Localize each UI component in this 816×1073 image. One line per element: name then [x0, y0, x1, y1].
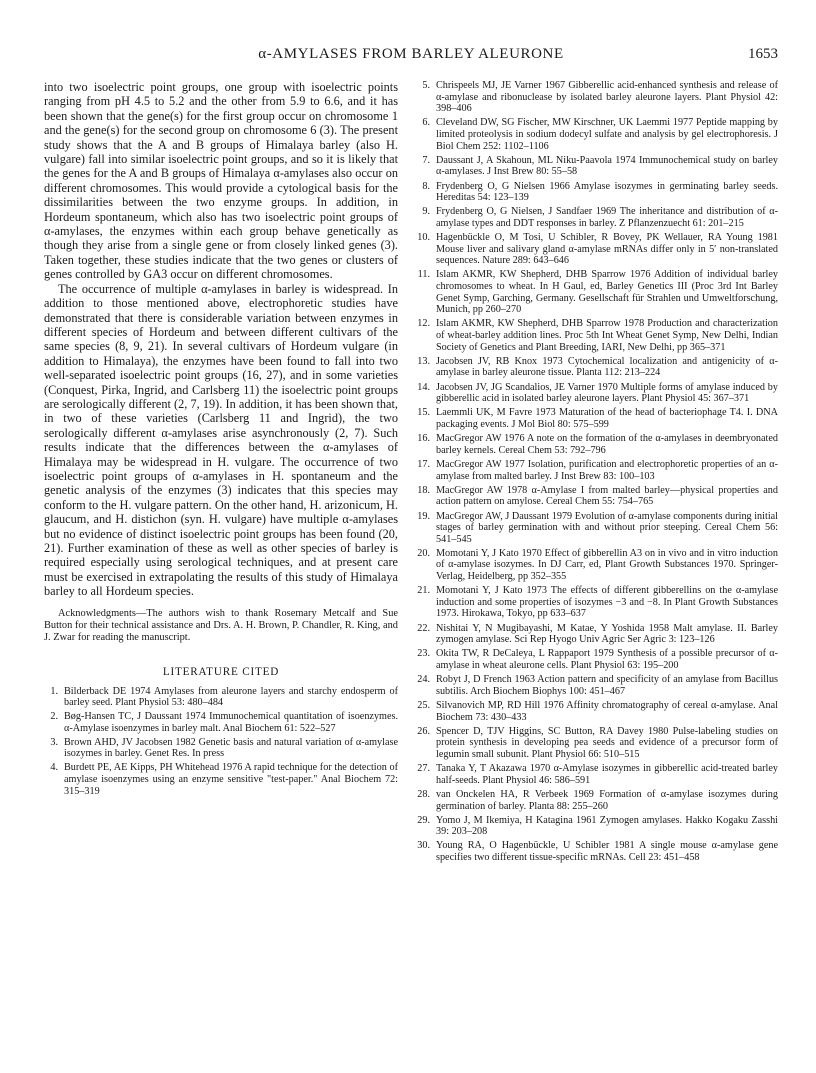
reference-text: Spencer D, TJV Higgins, SC Button, RA Davey 1980 Pulse-labeling studies on protein synthesis in developing pea seeds and evidence of a precursor form of legumin small subunit. Plant Physiol 66: 510–515 — [436, 725, 778, 760]
reference-item — [416, 433, 778, 456]
reference-number: 4. — [50, 762, 58, 774]
reference-number: 24. — [417, 674, 430, 686]
reference-text: Bøg-Hansen TC, J Daussant 1974 Immunochemical quantitation of isoenzymes. α-Amylase isoenzymes in barley malt. Anal Biochem 61: 522–527 — [64, 711, 398, 734]
reference-text: Okita TW, R DeCaleya, L Rappaport 1979 Synthesis of a possible precursor of α-amylase in wheat aleurone cells. Plant Physiol 63: 195–200 — [436, 648, 778, 671]
reference-number: 22. — [417, 622, 430, 634]
reference-item — [416, 763, 778, 786]
reference-text: MacGregor AW 1976 A note on the formation of the α-amylases in deembryonated barley kernels. Cereal Chem 53: 792–796 — [436, 433, 778, 456]
reference-number: 26. — [417, 725, 430, 737]
reference-item — [44, 686, 398, 709]
reference-text: Young RA, O Hagenbückle, U Schibler 1981 A single mouse α-amylase gene specifies two different tissue-specific mRNAs. Cell 23: 451–458 — [436, 840, 778, 864]
reference-number: 23. — [417, 648, 430, 660]
reference-number: 16. — [417, 433, 430, 445]
reference-text: Laemmli UK, M Favre 1973 Maturation of the head of bacteriophage T4. I. DNA packaging events. J Mol Biol 80: 575–599 — [436, 407, 778, 430]
literature-cited-heading: LITERATURE CITED — [162, 665, 280, 678]
reference-text: Silvanovich MP, RD Hill 1976 Affinity chromatography of cereal α-amylase. Anal Biochem 73: 430–433 — [436, 699, 778, 723]
reference-number: 28. — [417, 788, 430, 800]
reference-item — [416, 232, 778, 267]
reference-text: Islam AKMR, KW Shepherd, DHB Sparrow 1976 Addition of individual barley chromosomes to wheat. In H Gaul, ed, Barley Genetics III (Proc 3rd Int Barley Genet Symp, Garching, Germany. Gesellschaft für Strahlen und Umweltforschung, Munich, pp 260–270 — [436, 269, 778, 316]
reference-number: 8. — [422, 180, 430, 192]
reference-number: 30. — [417, 840, 430, 852]
reference-number: 9. — [422, 206, 430, 218]
reference-number: 5. — [422, 80, 430, 91]
reference-text: Frydenberg O, G Nielsen 1966 Amylase isozymes in germinating barley seeds. Hereditas 54: 123–139 — [436, 180, 778, 204]
reference-text: MacGregor AW, J Daussant 1979 Evolution of α-amylase components during initial stages of barley germination with and without prior steeping. Cereal Chem 56: 541–545 — [436, 510, 778, 545]
reference-item — [416, 815, 778, 838]
reference-item — [416, 700, 778, 723]
reference-number: 18. — [417, 484, 430, 496]
reference-item — [416, 674, 778, 697]
reference-item — [416, 840, 778, 863]
body-paragraph: into two isoelectric point groups, one group with isoelectric points ranging from pH 4.5 to 5.2 and the other from 5.9 to 6.6, and it has been shown that the gene(s) for the first group occur on chromosome 1 and the gene(s) for the second group on chromosome 6 (3). The present study shows that the A and B groups of Himalaya barley (also H. vulgare) fall into similar isoelectric point groups, and so it is likely that the genes for the A and B groups of Himalaya α-amylases also occur on different chromosomes. This would provide a cytological basis for the dissimilarities between the two enzyme groups. In addition, in Hordeum spontaneum, which also has two isoelectric point groups of α-amylases, the enzymes within each group behave genetically as though they arise from a single gene or from closely linked genes (3). Taken together, these studies indicate that the two genes or clusters of genes controlled by GA3 occur on different chromosomes. — [44, 80, 398, 282]
reference-item — [44, 737, 398, 760]
reference-number: 17. — [417, 458, 430, 470]
reference-item — [44, 762, 398, 797]
reference-number: 2. — [50, 711, 58, 723]
reference-text: Momotani Y, J Kato 1970 Effect of gibberellin A3 on in vivo and in vitro induction of α-amylase isozymes. In DJ Carr, ed, Plant Growth Substances 1970. Springer-Verlag, Heidelberg, pp 352–355 — [436, 547, 778, 583]
reference-number: 29. — [417, 814, 430, 826]
reference-text: Momotani Y, J Kato 1973 The effects of different gibberellins on the α-amylase induction and some properties of isozymes −3 and −8. In Plant Growth Substances 1973. Hirokawa, Tokyo, pp 633–637 — [436, 585, 778, 620]
right-column — [416, 80, 778, 866]
reference-text: Hagenbückle O, M Tosi, U Schibler, R Bovey, PK Wellauer, RA Young 1981 Mouse liver and salivary gland α-amylase mRNAs differ only in 5′ non-translated sequences. Nature 289: 643–646 — [436, 232, 778, 267]
reference-number: 20. — [417, 547, 430, 559]
reference-text: MacGregor AW 1978 α-Amylase I from malted barley—physical properties and action pattern on amylose. Cereal Chem 55: 754–765 — [436, 484, 778, 508]
reference-list — [416, 80, 778, 864]
reference-text: Frydenberg O, G Nielsen, J Sandfaer 1969 The inheritance and distribution of α-amylase types and DDT responses in barley. Z Pflanzenzuecht 61: 201–215 — [436, 206, 778, 229]
reference-text: Jacobsen JV, JG Scandalios, JE Varner 1970 Multiple forms of amylase induced by gibberellic acid in isolated barley aleurone layers. Plant Physiol 45: 367–371 — [436, 381, 778, 405]
reference-text: Islam AKMR, KW Shepherd, DHB Sparrow 1978 Production and characterization of wheat-barley addition lines. Proc 5th Int Wheat Genet Symp, New Delhi, Indian Society of Genetics and Plant Breeding, IARI, New Delhi, pp 365–371 — [436, 318, 778, 353]
reference-text: Yomo J, M Ikemiya, H Katagina 1961 Zymogen amylases. Hakko Kogaku Zasshi 39: 203–208 — [436, 814, 778, 838]
reference-text: Brown AHD, JV Jacobsen 1982 Genetic basis and natural variation of α-amylase isozymes in barley. Genet Res. In press — [64, 736, 398, 760]
reference-item — [416, 382, 778, 405]
reference-number: 21. — [417, 585, 430, 597]
reference-item — [416, 206, 778, 229]
reference-number: 10. — [417, 232, 430, 244]
reference-item — [416, 459, 778, 482]
reference-item — [416, 155, 778, 178]
acknowledgments: Acknowledgments—The authors wish to thank Rosemary Metcalf and Sue Button for their technical assistance and Drs. A. H. Brown, P. Chandler, R. King, and J. Zwar for reading the manuscript. — [44, 607, 398, 643]
reference-number: 7. — [422, 154, 430, 166]
reference-text: Jacobsen JV, RB Knox 1973 Cytochemical localization and antigenicity of α-amylase in barley aleurone tissue. Planta 112: 213–224 — [436, 355, 778, 379]
reference-text: Cleveland DW, SG Fischer, MW Kirschner, UK Laemmi 1977 Peptide mapping by limited proteolysis in sodium dodecyl sulfate and analysis by gel electrophoresis. J Biol Chem 252: 1102–1106 — [436, 117, 778, 152]
reference-number: 13. — [417, 355, 430, 367]
reference-text: Nishitai Y, N Mugibayashi, M Katae, Y Yoshida 1958 Malt amylase. II. Barley zymogen amylase. Sci Rep Hyogo Univ Agric Ser Agric 3: 123–126 — [436, 622, 778, 646]
reference-item — [416, 789, 778, 812]
reference-text: Daussant J, A Skahoun, ML Niku-Paavola 1974 Immunochemical study on barley α-amylases. J Inst Brew 80: 55–58 — [436, 154, 778, 178]
reference-text: Tanaka Y, T Akazawa 1970 α-Amylase isozymes in gibberellic acid-treated barley half-seeds. Plant Physiol 46: 586–591 — [436, 763, 778, 786]
reference-number: 14. — [417, 381, 430, 393]
reference-item — [416, 726, 778, 761]
reference-item — [44, 711, 398, 734]
reference-number: 25. — [417, 699, 430, 711]
reference-number: 15. — [417, 407, 430, 419]
reference-text: MacGregor AW 1977 Isolation, purification and electrophoretic properties of an α-amylase from malted barley. J Inst Brew 83: 100–103 — [436, 458, 778, 482]
reference-item — [416, 356, 778, 379]
reference-item — [416, 80, 778, 115]
reference-number: 11. — [417, 269, 430, 281]
reference-item — [416, 623, 778, 646]
body-paragraph: The occurrence of multiple α-amylases in barley is widespread. In addition to those mentioned above, electrophoretic studies have demonstrated that there is considerable variation between enzymes in different species of Hordeum and between different cultivars of the same species (8, 9, 21). In several cultivars of Hordeum vulgare (in addition to Himalaya), the enzymes have been found to fall into two well-separated isoelectric point groups (16, 27), and in some varieties (Conquest, Pirka, Ingrid, and Carlsberg 11) the isoelectric point groups are serologically different (2, 7, 19). In addition, it has been shown that, in two of these varieties (Carlsberg 11 and Ingrid), the two serologically different α-amylases arise asynchronously (2, 7). Such results indicate that the differences between the α-amylases of Himalaya may be widespread in H. vulgare. The occurrence of two isoelectric point groups of α-amylases in H. spontaneum and the genetic analysis of the enzymes (3) indicates that this species may conform to the H. vulgare pattern. On the other hand, H. arizonicum, H. glaucum, and H. distichon (syn. H. vulgare) have multiple α-amylases but no evidence of distinct isoelectric point groups has been found (20, 21). Further examination of these as well as other species of barley is required especially using serological techniques, and at present care must be exercised in extrapolating the results of this study of Himalaya barley to all Hordeum species. — [44, 281, 398, 599]
page-number: 1653 — [748, 46, 778, 62]
reference-number: 12. — [417, 318, 430, 330]
reference-item — [416, 585, 778, 620]
reference-item — [416, 407, 778, 430]
reference-text: Chrispeels MJ, JE Varner 1967 Gibberellic acid-enhanced synthesis and release of α-amylase and ribonuclease by isolated barley aleurone layers. Plant Physiol 42: 398–406 — [436, 80, 778, 115]
reference-item — [416, 485, 778, 508]
reference-text: Bilderback DE 1974 Amylases from aleurone layers and starchy endosperm of barley seed. Plant Physiol 53: 480–484 — [64, 685, 398, 709]
page-header — [44, 46, 778, 68]
reference-item — [416, 117, 778, 152]
running-title: α-AMYLASES FROM BARLEY ALEURONE — [258, 46, 564, 62]
reference-item — [416, 511, 778, 546]
left-column — [44, 80, 398, 800]
reference-number: 19. — [417, 510, 430, 522]
reference-number: 1. — [50, 685, 58, 697]
reference-item — [416, 269, 778, 315]
reference-item — [416, 648, 778, 671]
reference-item — [416, 318, 778, 353]
reference-number: 6. — [422, 117, 430, 129]
reference-item — [416, 181, 778, 204]
reference-text: Robyt J, D French 1963 Action pattern and specificity of an amylase from Bacillus subtilis. Arch Biochem Biophys 100: 451–467 — [436, 674, 778, 697]
reference-number: 3. — [50, 736, 58, 748]
reference-list — [44, 686, 398, 798]
reference-number: 27. — [417, 763, 430, 775]
reference-text: Burdett PE, AE Kipps, PH Whitehead 1976 A rapid technique for the detection of amylase isoenzymes using an enzyme sensitive "test-paper." Anal Biochem 72: 315–319 — [64, 762, 398, 797]
reference-item — [416, 548, 778, 583]
reference-text: van Onckelen HA, R Verbeek 1969 Formation of α-amylase isozymes during germination of barley. Planta 88: 255–260 — [436, 788, 778, 812]
